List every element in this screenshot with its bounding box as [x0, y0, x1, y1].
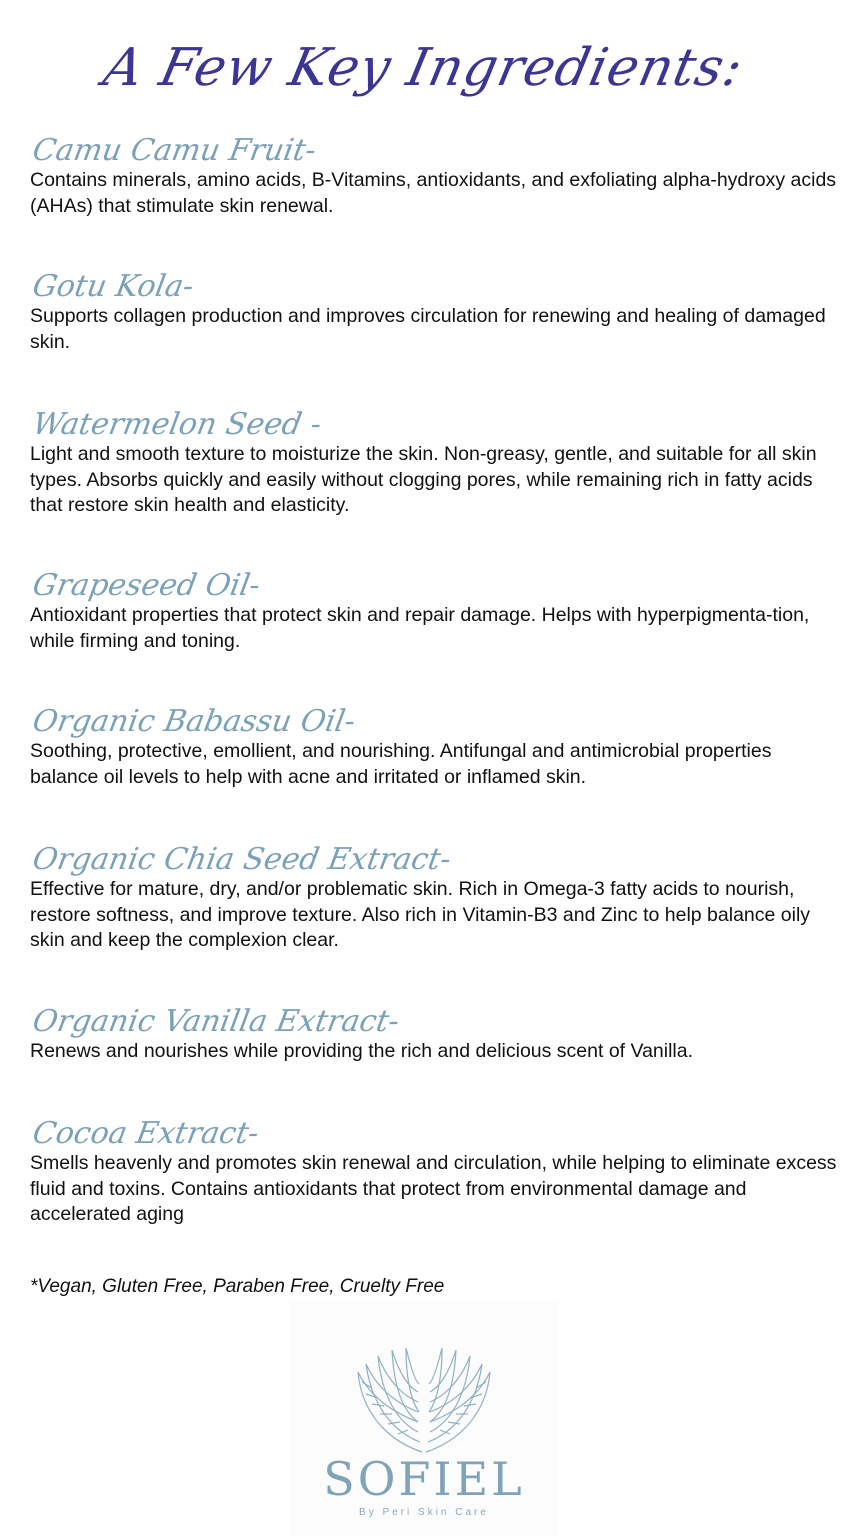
ingredient-description: Supports collagen production and improves circulation for renewing and healing of damaged skin. [30, 305, 826, 353]
ingredient-description: Soothing, protective, emollient, and nourishing. Antifungal and antimicrobial properties balance oil levels to help with acne and irritated or inflamed skin. [30, 740, 772, 788]
ingredient-name: Cocoa Extract- [30, 1116, 262, 1151]
ingredient-name: Grapeseed Oil- [30, 568, 263, 603]
ingredient-name: Organic Chia Seed Extract- [30, 842, 454, 877]
brand-logo [290, 1302, 558, 1536]
ingredient-chia-seed [30, 843, 845, 954]
ingredient-description: Effective for mature, dry, and/or problematic skin. Rich in Omega-3 fatty acids to nourish, restore softness, and improve texture. Also rich in Vitamin-B3 and Zinc to help balance oily skin and keep the complexion clear. [30, 878, 811, 951]
ingredient-gotu-kola [30, 270, 845, 355]
ingredient-name: Organic Babassu Oil- [30, 704, 359, 739]
ingredient-description: Antioxidant properties that protect skin and repair damage. Helps with hyperpigmenta-tion, while firming and toning. [30, 604, 810, 652]
ingredient-name: Organic Vanilla Extract- [30, 1004, 402, 1039]
ingredient-description: Renews and nourishes while providing the rich and delicious scent of Vanilla. [30, 1040, 694, 1062]
footnote: *Vegan, Gluten Free, Paraben Free, Cruelty Free [30, 1276, 445, 1297]
ingredient-description: Light and smooth texture to moisturize the skin. Non-greasy, gentle, and suitable for all skin types. Absorbs quickly and easily without clogging pores, while remaining rich in fatty acids that restore skin health and elasticity. [30, 443, 817, 516]
ingredient-camu-camu [30, 134, 845, 219]
ingredient-name: Watermelon Seed - [30, 407, 325, 442]
brand-tagline: By Peri Skin Care [359, 1507, 489, 1518]
ingredient-name: Gotu Kola- [30, 269, 197, 304]
ingredient-description: Contains minerals, amino acids, B-Vitamins, antioxidants, and exfoliating alpha-hydroxy acids (AHAs) that stimulate skin renewal. [30, 169, 837, 217]
page-title: A Few Key Ingredients: [98, 38, 749, 98]
ingredient-cocoa-extract [30, 1117, 845, 1228]
brand-name: SOFIEL [323, 1452, 525, 1506]
ingredient-grapeseed-oil [30, 569, 845, 654]
ingredient-babassu-oil [30, 705, 845, 790]
ingredient-name: Camu Camu Fruit- [30, 133, 319, 168]
ingredient-watermelon-seed [30, 408, 845, 519]
ingredient-vanilla-extract [30, 1005, 845, 1065]
wings-icon [352, 1342, 496, 1462]
ingredient-description: Smells heavenly and promotes skin renewal and circulation, while helping to eliminate excess fluid and toxins. Contains antioxidants that protect from environmental damage and accelerated aging [30, 1152, 837, 1225]
